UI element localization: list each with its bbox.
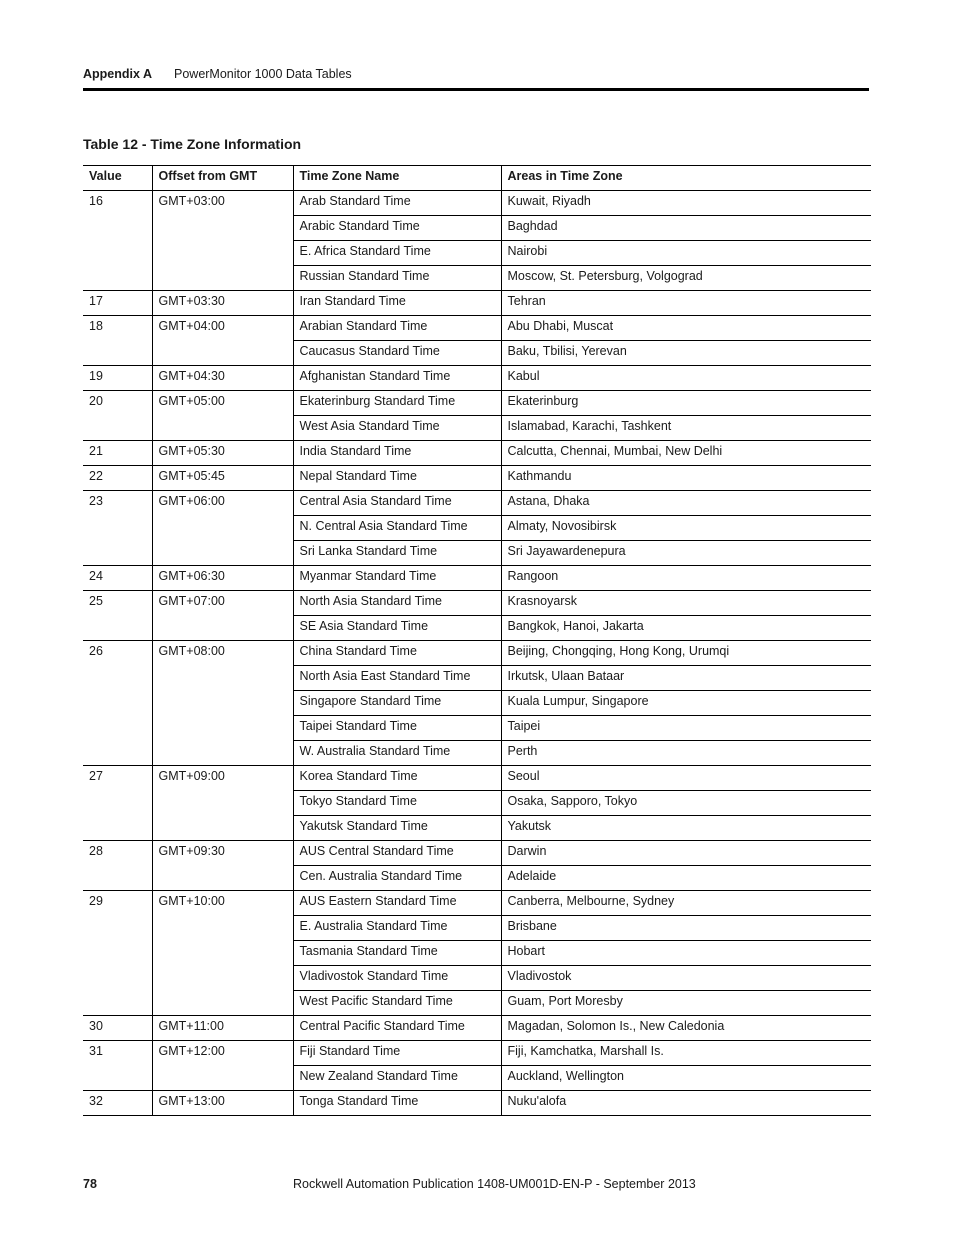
- cell-areas: Nairobi: [501, 241, 871, 266]
- cell-areas: Baghdad: [501, 216, 871, 241]
- cell-value: 32: [83, 1091, 152, 1116]
- cell-value: 18: [83, 316, 152, 366]
- page-number: 78: [83, 1177, 97, 1191]
- table-body: [83, 191, 871, 1116]
- cell-offset: GMT+06:30: [152, 566, 293, 591]
- cell-value: 27: [83, 766, 152, 841]
- cell-time-zone-name: W. Australia Standard Time: [293, 741, 501, 766]
- cell-time-zone-name: New Zealand Standard Time: [293, 1066, 501, 1091]
- cell-time-zone-name: Korea Standard Time: [293, 766, 501, 791]
- cell-areas: Baku, Tbilisi, Yerevan: [501, 341, 871, 366]
- cell-value: 20: [83, 391, 152, 441]
- cell-time-zone-name: Singapore Standard Time: [293, 691, 501, 716]
- cell-areas: Calcutta, Chennai, Mumbai, New Delhi: [501, 441, 871, 466]
- column-header-areas: Areas in Time Zone: [501, 166, 871, 191]
- chapter-title: PowerMonitor 1000 Data Tables: [174, 67, 352, 81]
- cell-value: 17: [83, 291, 152, 316]
- cell-areas: Guam, Port Moresby: [501, 991, 871, 1016]
- cell-time-zone-name: Taipei Standard Time: [293, 716, 501, 741]
- table-header-row: [83, 166, 871, 191]
- cell-offset: GMT+04:00: [152, 316, 293, 366]
- table-row: [83, 1016, 871, 1041]
- cell-time-zone-name: Cen. Australia Standard Time: [293, 866, 501, 891]
- cell-value: 16: [83, 191, 152, 291]
- cell-value: 29: [83, 891, 152, 1016]
- cell-time-zone-name: Central Pacific Standard Time: [293, 1016, 501, 1041]
- table-row: [83, 1091, 871, 1116]
- cell-areas: Kuwait, Riyadh: [501, 191, 871, 216]
- table-row: [83, 1041, 871, 1066]
- cell-time-zone-name: Afghanistan Standard Time: [293, 366, 501, 391]
- cell-time-zone-name: Fiji Standard Time: [293, 1041, 501, 1066]
- page-footer: [83, 1175, 869, 1195]
- cell-time-zone-name: Sri Lanka Standard Time: [293, 541, 501, 566]
- cell-offset: GMT+05:00: [152, 391, 293, 441]
- cell-offset: GMT+09:00: [152, 766, 293, 841]
- cell-time-zone-name: Nepal Standard Time: [293, 466, 501, 491]
- cell-value: 28: [83, 841, 152, 891]
- cell-time-zone-name: North Asia East Standard Time: [293, 666, 501, 691]
- cell-areas: Fiji, Kamchatka, Marshall Is.: [501, 1041, 871, 1066]
- cell-offset: GMT+03:30: [152, 291, 293, 316]
- cell-areas: Kuala Lumpur, Singapore: [501, 691, 871, 716]
- cell-areas: Osaka, Sapporo, Tokyo: [501, 791, 871, 816]
- cell-offset: GMT+04:30: [152, 366, 293, 391]
- cell-offset: GMT+11:00: [152, 1016, 293, 1041]
- cell-areas: Magadan, Solomon Is., New Caledonia: [501, 1016, 871, 1041]
- table-row: [83, 316, 871, 341]
- cell-areas: Almaty, Novosibirsk: [501, 516, 871, 541]
- table-row: [83, 291, 871, 316]
- cell-offset: GMT+10:00: [152, 891, 293, 1016]
- table-row: [83, 491, 871, 516]
- cell-offset: GMT+13:00: [152, 1091, 293, 1116]
- cell-value: 24: [83, 566, 152, 591]
- cell-areas: Irkutsk, Ulaan Bataar: [501, 666, 871, 691]
- cell-areas: Kathmandu: [501, 466, 871, 491]
- table-row: [83, 591, 871, 616]
- cell-value: 23: [83, 491, 152, 566]
- cell-areas: Darwin: [501, 841, 871, 866]
- cell-offset: GMT+05:30: [152, 441, 293, 466]
- cell-areas: Adelaide: [501, 866, 871, 891]
- cell-time-zone-name: Arab Standard Time: [293, 191, 501, 216]
- cell-areas: Islamabad, Karachi, Tashkent: [501, 416, 871, 441]
- cell-areas: Abu Dhabi, Muscat: [501, 316, 871, 341]
- cell-value: 19: [83, 366, 152, 391]
- cell-time-zone-name: AUS Eastern Standard Time: [293, 891, 501, 916]
- cell-offset: GMT+09:30: [152, 841, 293, 891]
- cell-time-zone-name: E. Australia Standard Time: [293, 916, 501, 941]
- time-zone-table: [83, 165, 871, 1116]
- cell-areas: Brisbane: [501, 916, 871, 941]
- column-header-value: Value: [83, 166, 152, 191]
- cell-time-zone-name: West Pacific Standard Time: [293, 991, 501, 1016]
- cell-offset: GMT+03:00: [152, 191, 293, 291]
- cell-areas: Taipei: [501, 716, 871, 741]
- table-row: [83, 366, 871, 391]
- cell-offset: GMT+08:00: [152, 641, 293, 766]
- cell-areas: Seoul: [501, 766, 871, 791]
- cell-areas: Moscow, St. Petersburg, Volgograd: [501, 266, 871, 291]
- cell-time-zone-name: Myanmar Standard Time: [293, 566, 501, 591]
- table-row: [83, 841, 871, 866]
- cell-time-zone-name: Central Asia Standard Time: [293, 491, 501, 516]
- cell-time-zone-name: Russian Standard Time: [293, 266, 501, 291]
- cell-value: 25: [83, 591, 152, 641]
- header-divider: [83, 88, 869, 91]
- cell-areas: Krasnoyarsk: [501, 591, 871, 616]
- cell-offset: GMT+05:45: [152, 466, 293, 491]
- cell-areas: Vladivostok: [501, 966, 871, 991]
- cell-areas: Beijing, Chongqing, Hong Kong, Urumqi: [501, 641, 871, 666]
- cell-time-zone-name: India Standard Time: [293, 441, 501, 466]
- table-row: [83, 191, 871, 216]
- cell-time-zone-name: North Asia Standard Time: [293, 591, 501, 616]
- table-row: [83, 391, 871, 416]
- cell-time-zone-name: Caucasus Standard Time: [293, 341, 501, 366]
- cell-areas: Canberra, Melbourne, Sydney: [501, 891, 871, 916]
- cell-value: 26: [83, 641, 152, 766]
- cell-time-zone-name: SE Asia Standard Time: [293, 616, 501, 641]
- cell-offset: GMT+12:00: [152, 1041, 293, 1091]
- cell-time-zone-name: West Asia Standard Time: [293, 416, 501, 441]
- cell-time-zone-name: Tokyo Standard Time: [293, 791, 501, 816]
- cell-areas: Astana, Dhaka: [501, 491, 871, 516]
- table-row: [83, 566, 871, 591]
- cell-areas: Rangoon: [501, 566, 871, 591]
- cell-areas: Sri Jayawardenepura: [501, 541, 871, 566]
- cell-areas: Perth: [501, 741, 871, 766]
- table-row: [83, 641, 871, 666]
- column-header-offset: Offset from GMT: [152, 166, 293, 191]
- table-row: [83, 441, 871, 466]
- cell-time-zone-name: Iran Standard Time: [293, 291, 501, 316]
- cell-time-zone-name: Vladivostok Standard Time: [293, 966, 501, 991]
- cell-offset: GMT+07:00: [152, 591, 293, 641]
- cell-time-zone-name: Yakutsk Standard Time: [293, 816, 501, 841]
- cell-time-zone-name: Tonga Standard Time: [293, 1091, 501, 1116]
- cell-areas: Ekaterinburg: [501, 391, 871, 416]
- table-row: [83, 891, 871, 916]
- column-header-time-zone-name: Time Zone Name: [293, 166, 501, 191]
- cell-areas: Bangkok, Hanoi, Jakarta: [501, 616, 871, 641]
- cell-time-zone-name: Arabian Standard Time: [293, 316, 501, 341]
- cell-areas: Auckland, Wellington: [501, 1066, 871, 1091]
- cell-time-zone-name: Tasmania Standard Time: [293, 941, 501, 966]
- cell-areas: Kabul: [501, 366, 871, 391]
- appendix-label: Appendix A: [83, 67, 152, 81]
- cell-value: 21: [83, 441, 152, 466]
- cell-time-zone-name: N. Central Asia Standard Time: [293, 516, 501, 541]
- cell-value: 30: [83, 1016, 152, 1041]
- cell-time-zone-name: AUS Central Standard Time: [293, 841, 501, 866]
- cell-time-zone-name: China Standard Time: [293, 641, 501, 666]
- publication-info: Rockwell Automation Publication 1408-UM001D-EN-P - September 2013: [293, 1177, 696, 1191]
- cell-areas: Nuku'alofa: [501, 1091, 871, 1116]
- page-header: [83, 65, 869, 85]
- cell-value: 22: [83, 466, 152, 491]
- cell-time-zone-name: Arabic Standard Time: [293, 216, 501, 241]
- table-row: [83, 466, 871, 491]
- cell-time-zone-name: E. Africa Standard Time: [293, 241, 501, 266]
- cell-areas: Hobart: [501, 941, 871, 966]
- cell-areas: Yakutsk: [501, 816, 871, 841]
- cell-areas: Tehran: [501, 291, 871, 316]
- cell-offset: GMT+06:00: [152, 491, 293, 566]
- table-caption: Table 12 - Time Zone Information: [83, 136, 302, 152]
- cell-value: 31: [83, 1041, 152, 1091]
- cell-time-zone-name: Ekaterinburg Standard Time: [293, 391, 501, 416]
- table-row: [83, 766, 871, 791]
